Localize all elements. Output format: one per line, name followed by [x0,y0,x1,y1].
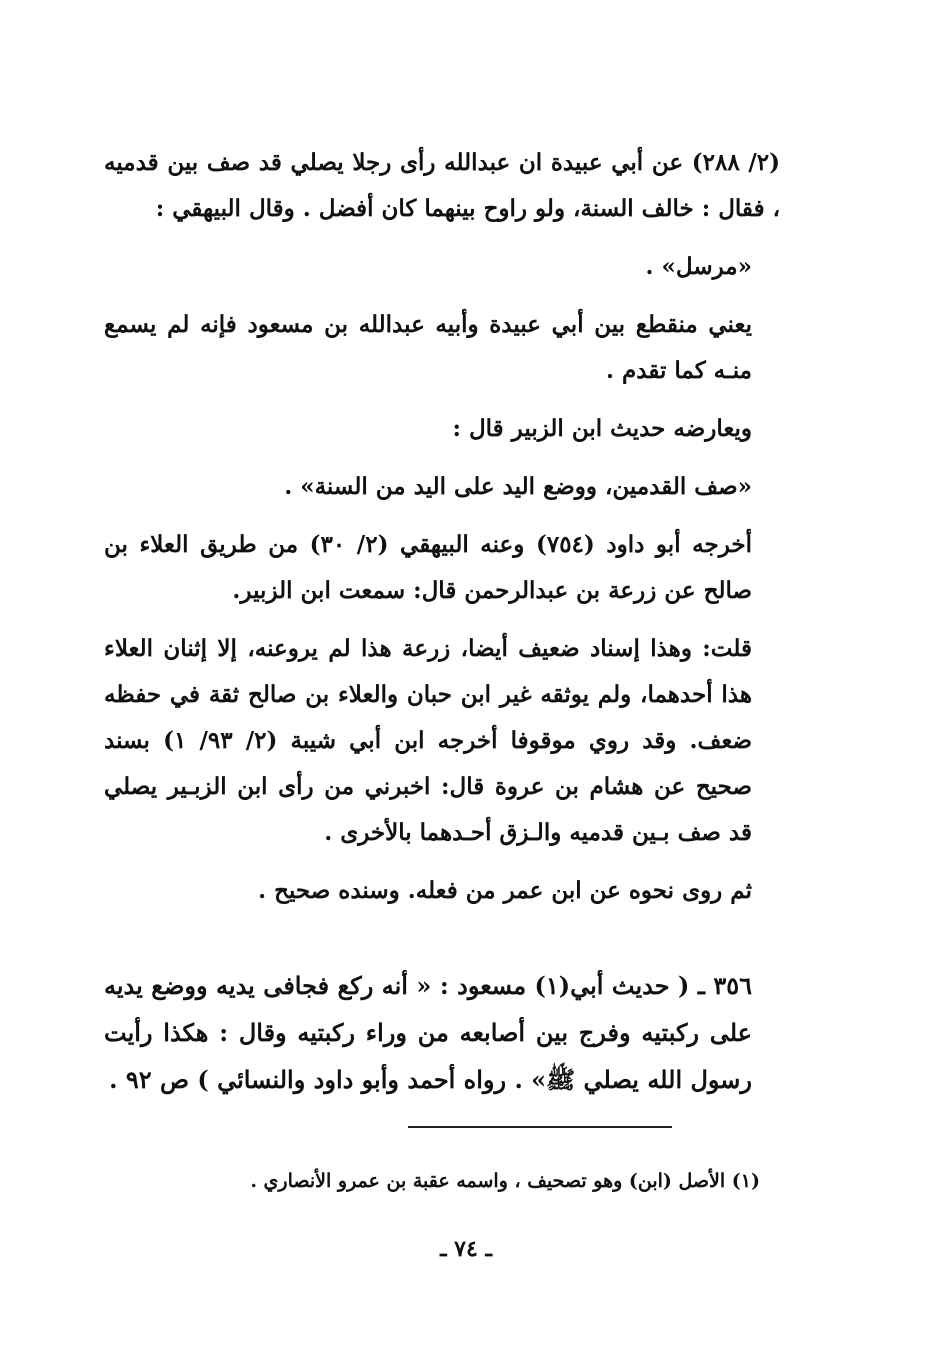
paragraph-opposing-hadith-text: «صف القدمين، ووضع اليد على اليد من السنة» . [284,473,752,500]
main-text [104,140,780,1115]
paragraph-hadith-356: ٣٥٦ ـ ( حديث أبي(١) مسعود : « أنه ركع فجافى يديه ووضع يديه على ركبتيه وفرج بين أصابعه من وراء ركبتيه وقال : هكذا رأيت رسول الله يصلي ﷺ» . رواه أحمد وأبو داود والنسائي ) ص ٩٢ . [104,971,752,1094]
paragraph-bayhaqi-verdict: «مرسل» . [645,253,752,280]
paragraph-opposing-hadith-intro: ويعارضه حديث ابن الزبير قال : [452,415,752,442]
footnote-divider [408,1126,672,1128]
paragraph-author-comment: قلت: وهذا إسناد ضعيف أيضا، زرعة هذا لم يروعنه، إلا إثنان العلاء هذا أحدهما، ولم يوثقه غير ابن حبان والعلاء بن صالح ثقة في حفظه ضعف. وقد روي موقوفا أخرجه ابن أبي شيبة (٢/ ٩٣/ ١) بسند صحيح عن هشام بن عروة قال: اخبرني من رأى ابن الزبـير يصلي قد صف بـين قدميه والـزق أحـدهما بالأخرى . [104,635,752,846]
paragraph-athar-abi-ubaida: (٢/ ٢٨٨) عن أبي عبيدة ان عبدالله رأى رجلا يصلي قد صف بين قدميه ، فقال : خالف السنة، ولو راوح بينهما كان أفضل . وقال البيهقي : [104,149,780,222]
paragraph-explanation: يعني منقطع بين أبي عبيدة وأبيه عبدالله بن مسعود فإنه لم يسمع منـه كما تقدم . [104,311,752,384]
page-number: ـ ٧٤ ـ [440,1236,492,1262]
footnote: (١) الأصل (ابن) وهو تصحيف ، واسمه عقبة بن عمرو الأنصاري . [250,1170,760,1192]
paragraph-takhrij: أخرجه أبو داود (٧٥٤) وعنه البيهقي (٢/ ٣٠) من طريق العلاء بن صالح عن زرعة بن عبدالرحمن قال: سمعت ابن الزبير. [104,531,752,604]
paragraph-ibn-umar-report: ثم روى نحوه عن ابن عمر من فعله. وسنده صحيح . [258,877,752,904]
